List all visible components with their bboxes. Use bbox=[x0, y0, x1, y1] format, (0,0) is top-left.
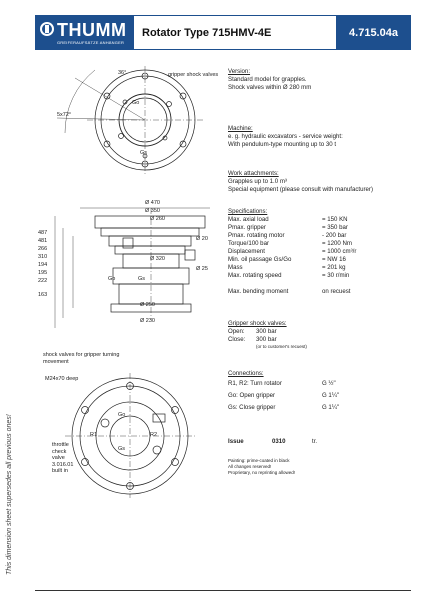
spec-row bbox=[228, 224, 414, 232]
machine-line-2: With pendulum-type mounting up to 30 t bbox=[228, 141, 337, 148]
footer-notes bbox=[228, 458, 414, 476]
label-dim-266: 266 bbox=[38, 246, 48, 252]
document-code: 4.715.04a bbox=[336, 15, 411, 50]
brand-subtitle: GREIFERAUFSÄTZE ANHÄNGER bbox=[57, 40, 125, 45]
connection-row bbox=[228, 378, 414, 390]
label-dim-487: 487 bbox=[38, 230, 48, 236]
footer-note: All changes reserved! bbox=[228, 464, 272, 469]
spec-key: Max. bending moment bbox=[228, 288, 289, 295]
brand-mark-icon bbox=[40, 22, 54, 36]
label-throttle: throttle check valve 3.016.01 built in bbox=[52, 442, 74, 474]
work-line-1: Grapples up to 1.0 m³ bbox=[228, 178, 287, 185]
connection-key: R1, R2: Turn rotator bbox=[228, 380, 282, 387]
spec-value: = 350 bar bbox=[322, 224, 348, 231]
label-dim-195: 195 bbox=[38, 270, 48, 276]
spec-key: Displacement bbox=[228, 248, 265, 255]
label-d350: Ø 350 bbox=[145, 208, 160, 214]
spec-key: Mass bbox=[228, 264, 243, 271]
shock-close-row bbox=[228, 336, 414, 344]
version-line-2: Shock valves within Ø 280 mm bbox=[228, 84, 312, 91]
connection-key: Go: Open gripper bbox=[228, 392, 276, 399]
specs-section bbox=[228, 208, 414, 296]
shock-close-key: Close: bbox=[228, 336, 246, 343]
label-thread: M24x70 deep bbox=[45, 376, 79, 382]
spec-row bbox=[228, 232, 414, 240]
shock-section bbox=[228, 320, 414, 350]
connection-value: G 1¼" bbox=[322, 404, 340, 411]
spec-value: = 150 KN bbox=[322, 216, 348, 223]
spec-row bbox=[228, 240, 414, 248]
top-view-drawing bbox=[57, 66, 203, 176]
spec-key: Max. axial load bbox=[228, 216, 269, 223]
connection-key: Gs: Close gripper bbox=[228, 404, 276, 411]
bottom-view-drawing bbox=[65, 373, 195, 498]
label-gs-top: Gs bbox=[140, 150, 148, 156]
machine-section bbox=[228, 125, 414, 149]
issue-row bbox=[228, 438, 414, 446]
footer-note: Painting: prime-coated in black bbox=[228, 458, 290, 463]
label-d25: Ø 25 bbox=[196, 266, 208, 272]
issue-label: Issue bbox=[228, 438, 244, 445]
spec-key: Torque/100 bar bbox=[228, 240, 269, 247]
label-dim-481: 481 bbox=[38, 238, 48, 244]
work-line-2: Special equipment (please consult with manufacturer) bbox=[228, 186, 373, 193]
work-heading: Work attachments: bbox=[228, 170, 279, 177]
spec-row bbox=[228, 248, 414, 256]
label-dim-194: 194 bbox=[38, 262, 48, 268]
shock-heading: Gripper shock valves: bbox=[228, 320, 287, 327]
shock-open-value: 300 bar bbox=[256, 328, 277, 335]
shock-open-key: Open: bbox=[228, 328, 245, 335]
version-line-1: Standard model for grapples. bbox=[228, 76, 307, 83]
shock-close-value: 300 bar bbox=[256, 336, 277, 343]
label-go-top: Go bbox=[132, 100, 140, 106]
spec-key: Pmax. rotating motor bbox=[228, 232, 285, 239]
label-d20: Ø 20 bbox=[196, 236, 208, 242]
connections-section bbox=[228, 370, 414, 414]
issue-section bbox=[228, 438, 414, 446]
label-gripper-shock-valves: gripper shock valves bbox=[168, 72, 219, 78]
spec-key: Pmax. gripper bbox=[228, 224, 266, 231]
brand-name: THUMM bbox=[57, 20, 127, 40]
spec-row bbox=[228, 264, 414, 272]
spec-value: - 200 bar bbox=[322, 232, 347, 239]
version-heading: Version: bbox=[228, 68, 251, 75]
technical-drawing bbox=[35, 58, 225, 498]
label-gs-side: Gs bbox=[138, 276, 146, 282]
connection-row bbox=[228, 390, 414, 402]
label-r1: R1 bbox=[90, 432, 98, 438]
spec-row bbox=[228, 216, 414, 224]
issue-value: 0310 bbox=[272, 438, 286, 445]
spec-value: = 1000 cm³/r bbox=[322, 248, 357, 255]
shock-note: (or to customer's recuest) bbox=[256, 344, 307, 349]
label-dim-163: 163 bbox=[38, 292, 48, 298]
connections-heading: Connections: bbox=[228, 370, 264, 377]
label-dim-222: 222 bbox=[38, 278, 48, 284]
spec-value: = 1200 Nm bbox=[322, 240, 352, 247]
spec-row-bending bbox=[228, 288, 414, 296]
label-go-bottom: Go bbox=[118, 412, 126, 418]
machine-heading: Machine: bbox=[228, 125, 253, 132]
side-view-drawing bbox=[55, 208, 210, 328]
label-r2: R2 bbox=[150, 432, 158, 438]
brand-logo bbox=[35, 15, 134, 50]
work-section bbox=[228, 170, 414, 194]
machine-line-1: e. g. hydraulic excavators - service weight: bbox=[228, 133, 343, 140]
connection-value: G 1¼" bbox=[322, 392, 340, 399]
shock-open-row bbox=[228, 328, 414, 336]
label-deg-5x72: 5x72° bbox=[57, 112, 72, 118]
spec-value: on recuest bbox=[322, 288, 351, 295]
spec-value: = 201 kg bbox=[322, 264, 346, 271]
label-d230: Ø 230 bbox=[140, 318, 155, 324]
label-d470: Ø 470 bbox=[145, 200, 160, 206]
label-shock-valves-turning: shock valves for gripper turning movement bbox=[43, 352, 120, 365]
spec-key: Max. rotating speed bbox=[228, 272, 282, 279]
bottom-rule bbox=[35, 590, 411, 591]
label-d250: Ø 250 bbox=[140, 302, 155, 308]
spec-value: = 30 r/min bbox=[322, 272, 350, 279]
spec-key: Min. oil passage Gs/Go bbox=[228, 256, 292, 263]
specs-heading: Specifications: bbox=[228, 208, 268, 215]
page-title: Rotator Type 715HMV-4E bbox=[134, 15, 336, 50]
label-gs-bottom: Gs bbox=[118, 446, 126, 452]
side-note: This dimension sheet supersedes all previous ones! bbox=[6, 414, 13, 575]
label-deg-36: 36° bbox=[118, 70, 127, 76]
label-go-side: Go bbox=[108, 276, 116, 282]
footer-note: Proprietary, no reprinting allowed! bbox=[228, 470, 295, 475]
connection-row bbox=[228, 402, 414, 414]
label-d260: Ø 260 bbox=[150, 216, 165, 222]
header bbox=[35, 15, 411, 50]
spec-value: = NW 16 bbox=[322, 256, 346, 263]
issue-mark: tr. bbox=[312, 438, 318, 445]
label-d320: Ø 320 bbox=[150, 256, 165, 262]
spec-row bbox=[228, 272, 414, 280]
connection-value: G ½" bbox=[322, 380, 336, 387]
spec-row bbox=[228, 256, 414, 264]
label-dim-310: 310 bbox=[38, 254, 48, 260]
version-section bbox=[228, 68, 414, 92]
